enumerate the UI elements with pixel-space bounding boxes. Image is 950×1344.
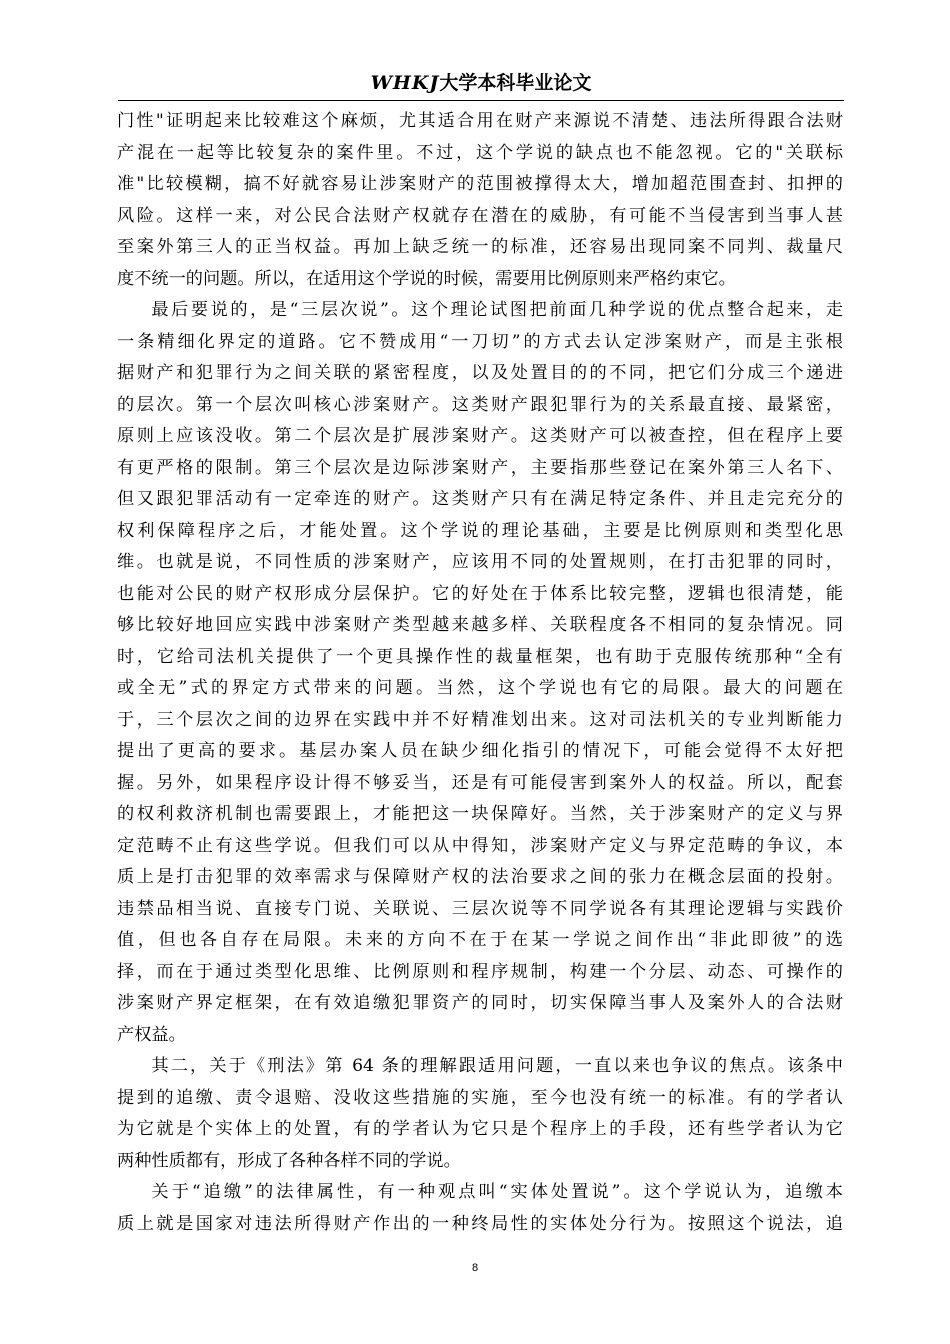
page-number: 8	[471, 1262, 479, 1274]
text-line: 但又跟犯罪活动有一定牵连的财产。这类财产只有在满足特定条件、并且走完充分的	[117, 489, 843, 509]
text-line: 关于“追缴”的法律属性，有一种观点叫“实体处置说”。这个学说认为，追缴本	[151, 1182, 843, 1202]
text-line: 够比较好地回应实践中涉案财产类型越来越多样、关联程度各不相同的复杂情况。同	[117, 615, 843, 635]
text-line: 或全无”式的界定方式带来的问题。当然，这个学说也有它的局限。最大的问题在	[117, 678, 843, 698]
text-line: 原则上应该没收。第二个层次是扩展涉案财产。这类财产可以被查控，但在程序上要	[117, 426, 843, 446]
text-line: 择，而在于通过类型化思维、比例原则和程序规制，构建一个分层、动态、可操作的	[117, 961, 843, 982]
text-line: 维。也就是说，不同性质的涉案财产，应该用不同的处置规则，在打击犯罪的同时，	[117, 552, 843, 572]
text-line: 握。另外，如果程序设计得不够妥当，还是有可能侵害到案外人的权益。所以，配套	[117, 772, 843, 793]
text-line: 其二，关于《刑法》第 64 条的理解跟适用问题，一直以来也争议的焦点。该条中	[151, 1056, 843, 1076]
text-line: 准"比较模糊，搞不好就容易让涉案财产的范围被撑得太大，增加超范围查封、扣押的	[117, 174, 843, 194]
text-line: 于，三个层次之间的边界在实践中并不好精准划出来。这对司法机关的专业判断能力	[117, 709, 843, 730]
text-line: 的层次。第一个层次叫核心涉案财产。这类财产跟犯罪行为的关系最直接、最紧密，	[117, 394, 843, 415]
text-line: 据财产和犯罪行为之间关联的紧密程度，以及处置目的的不同，把它们分成三个递进	[117, 363, 843, 383]
text-line: 定范畴不止有这些学说。但我们可以从中得知，涉案财产定义与界定范畴的争议，本	[117, 835, 843, 856]
text-line: 质上就是国家对违法所得财产作出的一种终局性的实体处分行为。按照这个说法，追	[117, 1213, 843, 1234]
text-line: 为它就是个实体上的处置，有的学者认为它只是个程序上的手段，还有些学者认为它	[117, 1119, 843, 1139]
text-line: 两种性质都有，形成了各种各样不同的学说。	[117, 1150, 461, 1171]
text-line: 权利保障程序之后，才能处置。这个学说的理论基础，主要是比例原则和类型化思	[117, 520, 843, 541]
text-line: 有更严格的限制。第三个层次是边际涉案财产，主要指那些登记在案外第三人名下、	[117, 457, 843, 478]
text-line: 提出了更高的要求。基层办案人员在缺少细化指引的情况下，可能会觉得不太好把	[117, 741, 843, 761]
text-line: 门性"证明起来比较难这个麻烦，尤其适合用在财产来源说不清楚、违法所得跟合法财	[117, 111, 843, 131]
text-line: 一条精细化界定的道路。它不赞成用“一刀切”的方式去认定涉案财产，而是主张根	[117, 331, 843, 352]
text-line: 涉案财产界定框架，在有效追缴犯罪资产的同时，切实保障当事人及案外人的合法财	[117, 993, 843, 1013]
text-line: 产权益。	[117, 1024, 186, 1045]
header-chinese-text: 大学本科毕业论文	[439, 72, 592, 94]
text-line: 度不统一的问题。所以，在适用这个学说的时候，需要用比例原则来严格约束它。	[117, 268, 736, 289]
text-line: 也能对公民的财产权形成分层保护。它的好处在于体系比较完整，逻辑也很清楚，能	[117, 583, 843, 604]
text-line: 违禁品相当说、直接专门说、关联说、三层次说等不同学说各有其理论逻辑与实践价	[117, 898, 843, 919]
body-text	[117, 106, 843, 1240]
text-line: 最后要说的，是“三层次说”。这个理论试图把前面几种学说的优点整合起来，走	[151, 300, 843, 320]
header-latin-text: WHKJ	[370, 72, 440, 94]
text-line: 的权利救济机制也需要跟上，才能把这一块保障好。当然，关于涉案财产的定义与界	[117, 804, 843, 824]
text-line: 风险。这样一来，对公民合法财产权就存在潜在的威胁，有可能不当侵害到当事人甚	[117, 205, 843, 226]
text-line: 时，它给司法机关提供了一个更具操作性的裁量框架，也有助于克服传统那种“全有	[117, 646, 843, 667]
thesis-header-title	[371, 70, 592, 96]
text-line: 提到的追缴、责令退赔、没收这些措施的实施，至今也没有统一的标准。有的学者认	[117, 1087, 843, 1108]
text-line: 质上是打击犯罪的效率需求与保障财产权的法治要求之间的张力在概念层面的投射。	[117, 867, 843, 887]
page-header	[118, 70, 844, 101]
text-line: 值，但也各自存在局限。未来的方向不在于在某一学说之间作出“非此即彼”的选	[117, 930, 843, 950]
text-line: 至案外第三人的正当权益。再加上缺乏统一的标准，还容易出现同案不同判、裁量尺	[117, 237, 843, 257]
text-line: 产混在一起等比较复杂的案件里。不过，这个学说的缺点也不能忽视。它的"关联标	[117, 142, 843, 163]
